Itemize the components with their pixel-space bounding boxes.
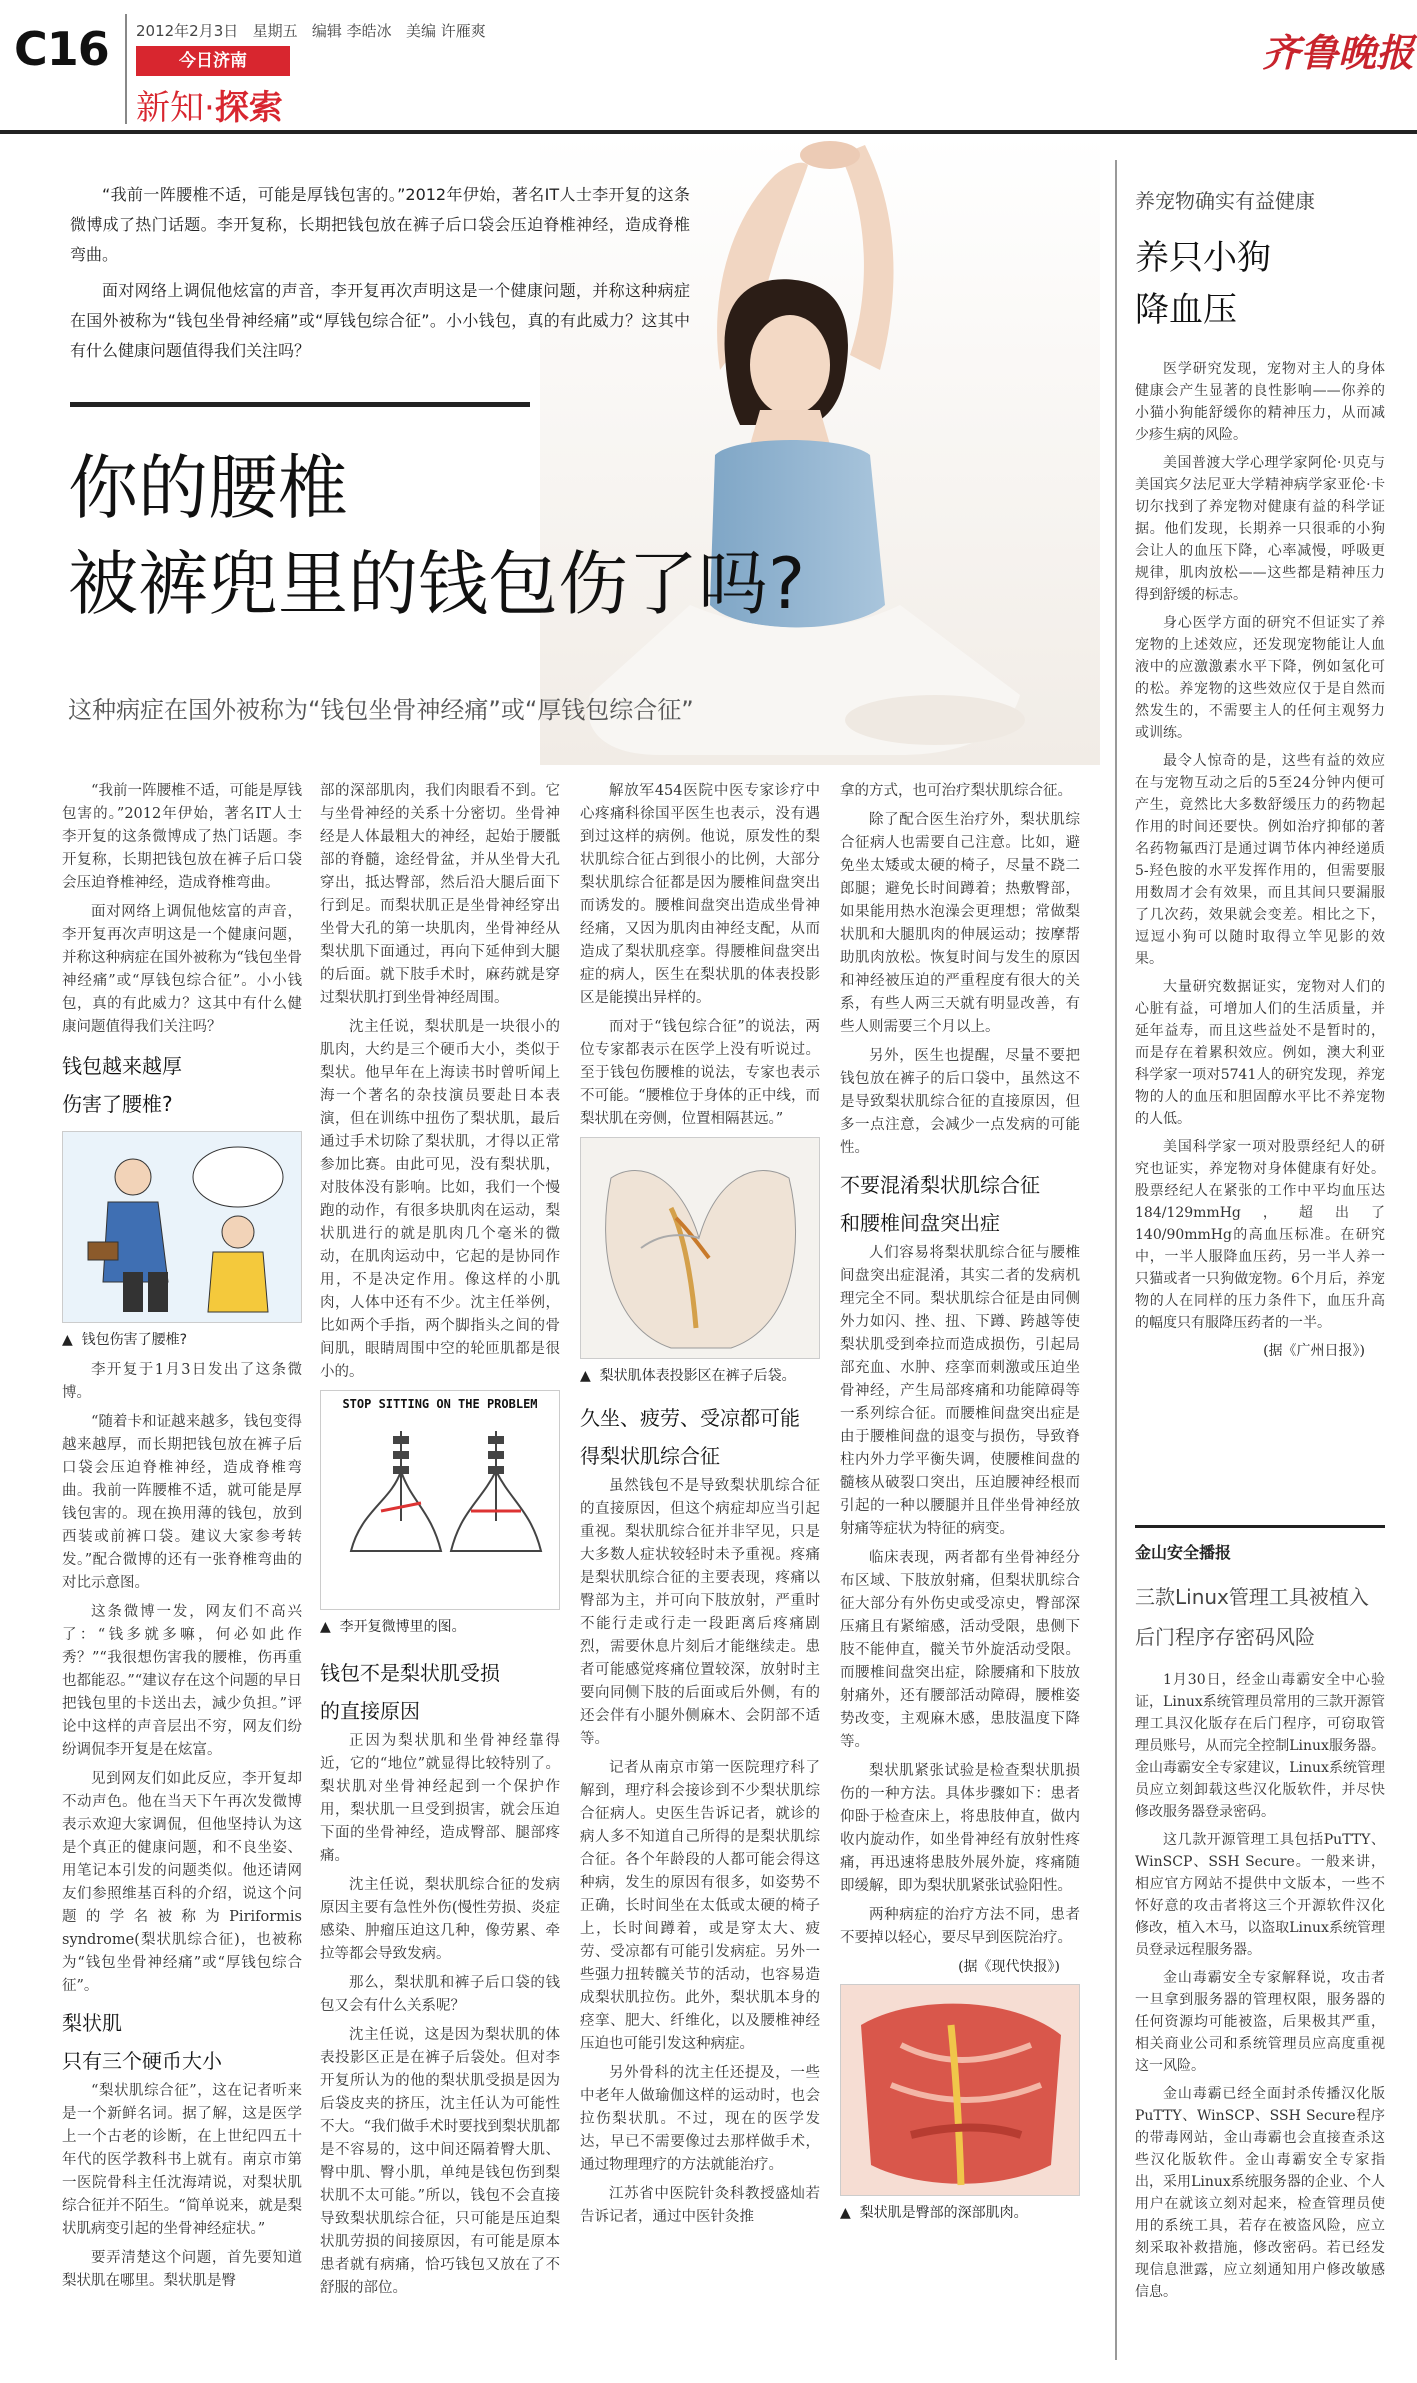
section-title-dot: ·	[204, 88, 215, 128]
article-paragraph: 除了配合医生治疗外，梨状肌综合征病人也需要自己注意。比如，避免坐太矮或太硬的椅子，尽量不跷二郎腿；避免长时间蹲着；热敷臀部，如果能用热水泡澡会更理想；常做梨状肌和大腿肌肉的伸展运动；按摩帮助肌肉放松。恢复时间与发生的原因和神经被压迫的严重程度有很大的关系，有些人两三天就有明显改善，有些人则需要三个月以上。	[840, 812, 1080, 1035]
article-paragraph: 虽然钱包不是导致梨状肌综合征的直接原因，但这个病症却应当引起重视。梨状肌综合征并非罕见，只是大多数人症状较轻时未予重视。疼痛是梨状肌综合征的主要表现，疼痛以臀部为主，并可向下肢放射，严重时不能行走或行走一段距离后疼痛剧烈，需要休息片刻后才能继续走。患者可能感觉疼痛位置较深，放射时主要向同侧下肢的后面或后外侧，有的还会伴有小腿外侧麻木、会阴部不适等。	[580, 1478, 820, 1747]
image-caption: ▲ 李开复微博里的图。	[320, 1619, 466, 1635]
article-paragraph: 而对于“钱包综合征”的说法，两位专家都表示在医学上没有听说过。至于钱包伤腰椎的说法，专家也表示不可能。“腰椎位于身体的正中线，而梨状肌在旁侧，位置相隔甚远。”	[580, 1019, 820, 1127]
section-title-a: 新知	[136, 88, 204, 128]
sidebar-kicker: 金山安全播报	[1135, 1543, 1232, 1562]
cartoon-image	[62, 1131, 302, 1323]
subheading	[320, 1654, 560, 1730]
pelvis-image	[580, 1137, 820, 1359]
muscle-image	[840, 1984, 1080, 2196]
sidebar-paragraph: 金山毒霸安全专家解释说，攻击者一旦拿到服务器的管理权限，服务器的任何资源均可能被盗，后果极其严重，相关商业公司和系统管理员应高度重视这一风险。	[1135, 1970, 1385, 2074]
sidebar-paragraph: 美国科学家一项对股票经纪人的研究也证实，养宠物对身体健康有好处。股票经纪人在紧张的工作中平均血压达184/129mmHg，超出了140/90mmHg的高血压标准。在研究中，一半人服降血压药，另一半人养一只猫或者一只狗做宠物。6个月后，养宠物的人在同样的压力条件下，血压升高的幅度只有服降压药者的一半。	[1135, 1139, 1385, 1331]
sidebar-paragraph: 这几款开源管理工具包括PuTTY、WinSCP、SSH Secure。一般来讲，相应官方网站不提供中文版本，一些不怀好意的攻击者将这三个开源软件汉化修改，植入木马，以盗取Linux系统管理员登录远程服务器。	[1135, 1832, 1385, 1958]
section-title	[136, 80, 283, 129]
subheading-line: 钱包越来越厚	[62, 1054, 182, 1078]
subheading-line: 久坐、疲劳、受凉都可能	[580, 1406, 800, 1430]
sidebar-paragraph: 大量研究数据证实，宠物对人们的心脏有益，可增加人们的生活质量，并延年益寿，而且这些益处不是暂时的，而是存在着累积效应。例如，澳大利亚科学家一项对5741人的研究发现，养宠物的人的血压和胆固醇水平比不养宠物的人低。	[1135, 979, 1385, 1127]
subheading-line: 伤害了腰椎?	[62, 1092, 173, 1116]
source-note: (据《广州日报》)	[1263, 1343, 1365, 1359]
sidebar-title-line: 降血压	[1135, 290, 1237, 330]
article-paragraph: 解放军454医院中医专家诊疗中心疼痛科徐国平医生也表示，没有遇到过这样的病例。他说，原发性的梨状肌综合征占到很小的比例，大部分梨状肌综合征都是因为腰椎间盘突出而诱发的。腰椎间盘突出造成坐骨神经痛，又因为肌肉由神经支配，从而造成了梨状肌痉挛。得腰椎间盘突出症的病人，医生在梨状肌的体表投影区是能摸出异样的。	[580, 783, 820, 1006]
subheading	[580, 1399, 820, 1475]
masthead-info	[136, 20, 486, 41]
subheading	[62, 2004, 302, 2080]
article-paragraph: 另外骨科的沈主任还提及，一些中老年人做瑜伽这样的运动时，也会拉伤梨状肌。不过，现在的医学发达，早已不需要像过去那样做手术，通过物理理疗的方法就能治疗。	[580, 2065, 820, 2173]
sidebar-title	[1135, 232, 1385, 336]
subheading-line: 的直接原因	[320, 1699, 420, 1723]
sketch-title: STOP SITTING ON THE PROBLEM	[342, 1397, 538, 1411]
designer-credit: 美编 许雁爽	[406, 22, 486, 40]
column-1	[62, 780, 302, 2299]
section-title-b: 探索	[214, 88, 283, 128]
subheading	[840, 1166, 1080, 1242]
caption-text: 钱包伤害了腰椎?	[81, 1332, 188, 1348]
column-2	[320, 780, 560, 2306]
section-tag: 今日济南	[136, 46, 290, 76]
article-paragraph: 拿的方式，也可治疗梨状肌综合征。	[840, 783, 1072, 799]
issue-weekday: 星期五	[252, 22, 298, 40]
lead-paragraph: 面对网络上调侃他炫富的声音，李开复再次声明这是一个健康问题，并称这种病症在国外被称为“钱包坐骨神经痛”或“厚钱包综合征”。小小钱包，真的有此威力？这其中有什么健康问题值得我们关注吗？	[70, 281, 690, 360]
editor-credit: 编辑 李皓冰	[311, 22, 392, 40]
article-paragraph: “随着卡和证越来越多，钱包变得越来越厚，而长期把钱包放在裤子后口袋会压迫脊椎神经，造成脊椎弯曲。我前一阵腰椎不适，就可能是厚钱包害的。现在换用薄的钱包，放到西装或前裤口袋。建议大家参考转发。”配合微博的还有一张脊椎弯曲的对比示意图。	[62, 1414, 302, 1591]
subheading	[62, 1047, 302, 1123]
paper-logo: 齐鲁晚报	[1262, 30, 1415, 75]
masthead-rule	[0, 130, 1417, 134]
lead-paragraph: “我前一阵腰椎不适，可能是厚钱包害的。”2012年伊始，著名IT人士李开复的这条微博成了热门话题。李开复称，长期把钱包放在裤子后口袋会压迫脊椎神经，造成脊椎弯曲。	[70, 185, 690, 264]
sidebar-divider	[1115, 160, 1117, 2360]
sidebar-pets	[1135, 185, 1385, 1360]
sidebar-security	[1135, 1540, 1385, 2309]
article-paragraph: 梨状肌紧张试验是检查梨状肌损伤的一种方法。具体步骤如下：患者仰卧于检查床上，将患肢伸直，做内收内旋动作，如坐骨神经有放射性疼痛，再迅速将患肢外展外旋，疼痛随即缓解，即为梨状肌紧张试验阳性。	[840, 1763, 1080, 1894]
subheading-line: 和腰椎间盘突出症	[840, 1211, 1000, 1235]
caption-text: 梨状肌体表投影区在裤子后袋。	[599, 1368, 796, 1384]
sidebar-paragraph: 金山毒霸已经全面封杀传播汉化版PuTTY、WinSCP、SSH Secure程序的带毒网站，金山毒霸也会直接查杀这些汉化版软件。金山毒霸安全专家指出，采用Linux系统服务器的企业、个人用户在就该立刻对起来，检查管理员使用的系统工具，若存在被盗风险，应立刻采取补救措施，修改密码。若已经发现信息泄露，应立刻通知用户修改敏感信息。	[1135, 2086, 1385, 2300]
sidebar-title: 三款Linux管理工具被植入后门程序存密码风险	[1135, 1585, 1369, 1649]
article-paragraph: 面对网络上调侃他炫富的声音，李开复再次声明这是一个健康问题，并称这种病症在国外被称为“钱包坐骨神经痛”或“厚钱包综合征”。小小钱包，真的有此威力？这其中有什么健康问题值得我们关注吗？	[62, 904, 302, 1035]
sidebar-paragraph: 最令人惊奇的是，这些有益的效应在与宠物互动之后的5至24分钟内便可产生，竟然比大多数舒缓压力的药物起作用的时间还要快。例如治疗抑郁的著名药物氟西汀是通过调节体内神经递质5-羟色胺的水平发挥作用的，但需要服用数周才会有效果，而且其间只要漏服了几次药，效果就会变差。相比之下，逗逗小狗可以随时取得立竿见影的效果。	[1135, 753, 1385, 967]
image-caption: ▲ 梨状肌体表投影区在裤子后袋。	[580, 1368, 796, 1384]
headline-line-2: 被裤兜里的钱包伤了吗?	[68, 543, 806, 625]
subheading-line: 得梨状肌综合征	[580, 1444, 720, 1468]
sketch-image	[320, 1390, 560, 1610]
image-caption: ▲ 梨状肌是臀部的深部肌肉。	[840, 2205, 1028, 2221]
column-4	[840, 780, 1080, 2222]
lead-rule	[70, 402, 530, 407]
article-paragraph: 江苏省中医院针灸科教授盛灿若告诉记者，通过中医针灸推	[580, 2186, 820, 2225]
sidebar-kicker: 养宠物确实有益健康	[1135, 189, 1315, 213]
masthead	[0, 0, 1417, 135]
image-caption: ▲ 钱包伤害了腰椎?	[62, 1332, 188, 1348]
article-paragraph: 见到网友们如此反应，李开复却不动声色。他在当天下午再次发微博表示欢迎大家调侃，但他坚持认为这是个真正的健康问题，和不良坐姿、用笔记本引发的问题类似。他还请网友们参照维基百科的介绍，说这个问题的学名被称为Piriformis syndrome(梨状肌综合征)，也被称为“钱包坐骨神经痛”或“厚钱包综合征”。	[62, 1771, 302, 1994]
article-paragraph: 那么，梨状肌和裤子后口袋的钱包又会有什么关系呢？	[320, 1975, 560, 2014]
article-paragraph: 沈主任说，梨状肌是一块很小的肌肉，大约是三个硬币大小，类似于梨状。他早年在上海读书时曾听闻上海一个著名的杂技演员要赴日本表演，但在训练中扭伤了梨状肌，最后通过手术切除了梨状肌，才得以正常参加比赛。由此可见，没有梨状肌，对肢体没有影响。比如，我们一个慢跑的动作，有很多块肌肉在运动，梨状肌进行的就是肌肉几个毫米的微动，在肌肉运动中，它起的是协同作用，不是决定作用。像这样的小肌肉，人体中还有不少。沈主任举例，比如两个手指，两个脚指头之间的骨间肌，眼睛周围中空的轮匝肌都是很小的。	[320, 1019, 560, 1380]
source-note: (据《现代快报》)	[958, 1959, 1060, 1975]
headline-subtitle: 这种病症在国外被称为“钱包坐骨神经痛”或“厚钱包综合征”	[68, 696, 694, 724]
subheading-line: 梨状肌	[62, 2011, 122, 2035]
sidebar-paragraph: 1月30日，经金山毒霸安全中心验证，Linux系统管理员常用的三款开源管理工具汉化版存在后门程序，可窃取管理员账号，从而完全控制Linux服务器。金山毒霸安全专家建议，Linux系统管理员应立刻卸载这些汉化版软件，并尽快修改服务器登录密码。	[1135, 1672, 1385, 1820]
article-paragraph: 人们容易将梨状肌综合征与腰椎间盘突出症混淆，其实二者的发病机理完全不同。梨状肌综合征是由同侧外力如闪、挫、扭、下蹲、跨越等使梨状肌受到牵拉而造成损伤，引起局部充血、水肿、痉挛而刺激或压迫坐骨神经，产生局部疼痛和功能障碍等一系列综合征。而腰椎间盘突出症是由于腰椎间盘的退变与损伤，导致脊柱内外力学平衡失调，使腰椎间盘的髓核从破裂口突出，压迫腰神经根而引起的一种以腰腿并且伴坐骨神经放射痛等症状为特征的病变。	[840, 1245, 1080, 1537]
subheading-line: 只有三个硬币大小	[62, 2049, 222, 2073]
article-paragraph: 正因为梨状肌和坐骨神经靠得近，它的“地位”就显得比较特别了。梨状肌对坐骨神经起到一个保护作用，梨状肌一旦受到损害，就会压迫下面的坐骨神经，造成臀部、腿部疼痛。	[320, 1733, 560, 1864]
article-paragraph: 这条微博一发，网友们不高兴了：“钱多就多嘛，何必如此作秀？”“我很想伤害我的腰椎，伤再重也都能忍。”“建议存在这个问题的早日把钱包里的卡送出去，減少负担。”评论中这样的声音层出不穷，网友们纷纷调侃李开复是在炫富。	[62, 1604, 302, 1758]
sidebar-paragraph: 身心医学方面的研究不但证实了养宠物的上述效应，还发现宠物能让人血液中的应激激素水平下降，例如氢化可的松。养宠物的这些效应仅于是自然而然发生的，不需要主人的任何主观努力或训练。	[1135, 615, 1385, 741]
caption-text: 梨状肌是臀部的深部肌肉。	[859, 2205, 1028, 2221]
article-paragraph: 沈主任说，这是因为梨状肌的体表投影区正是在裤子后袋处。但对李开复所认为的他的梨状肌受损是因为后袋皮夹的挤压，沈主任认为可能性不大。“我们做手术时要找到梨状肌都是不容易的，这中间还隔着臀大肌、臀中肌、臀小肌，单纯是钱包伤到梨状肌不太可能。”所以，钱包不会直接导致梨状肌综合征，只可能是压迫梨状肌劳损的间接原因，有可能是原本患者就有病痛，恰巧钱包又放在了不舒服的部位。	[320, 2027, 560, 2296]
page-number: C16	[14, 22, 109, 76]
sidebar-separator	[1135, 1525, 1385, 1528]
sidebar-paragraph: 医学研究发现，宠物对主人的身体健康会产生显著的良性影响——你养的小猫小狗能舒缓你的精神压力，从而减少疹生病的风险。	[1135, 361, 1385, 443]
article-paragraph: 两种病症的治疗方法不同，患者不要掉以轻心，要尽早到医院治疗。	[840, 1907, 1080, 1946]
subheading-line: 钱包不是梨状肌受损	[320, 1661, 500, 1685]
headline-line-1: 你的腰椎	[68, 447, 348, 529]
headline	[68, 440, 1028, 632]
masthead-divider	[125, 14, 127, 124]
sidebar-paragraph: 美国普渡大学心理学家阿伦·贝克与美国宾夕法尼亚大学精神病学家亚伦·卡切尔找到了养宠物对健康有益的科学证据。他们发现，长期养一只很乖的小狗会让人的血压下降，心率减慢，呼吸更规律，肌肉放松——这些都是精神压力得到舒缓的标志。	[1135, 455, 1385, 603]
lead-intro	[70, 180, 690, 372]
article-paragraph: 部的深部肌肉，我们肉眼看不到。它与坐骨神经的关系十分密切。坐骨神经是人体最粗大的神经，起始于腰骶部的脊髓，途经骨盆，并从坐骨大孔穿出，抵达臀部，然后沿大腿后面下行到足。而梨状肌正是坐骨神经穿出坐骨大孔的第一块肌肉，坐骨神经从梨状肌下面通过，再向下延伸到大腿的后面。就下肢手术时，麻药就是穿过梨状肌打到坐骨神经周围。	[320, 783, 560, 1006]
article-paragraph: 要弄清楚这个问题，首先要知道梨状肌在哪里。梨状肌是臀	[62, 2250, 302, 2289]
issue-date: 2012年2月3日	[136, 22, 239, 40]
column-3	[580, 780, 820, 2235]
article-paragraph: 记者从南京市第一医院理疗科了解到，理疗科会接诊到不少梨状肌综合征病人。史医生告诉记者，就诊的病人多不知道自己所得的是梨状肌综合征。各个年龄段的人都可能会得这种病，发生的原因有很多，如姿势不正确，长时间坐在太低或太硬的椅子上，长时间蹲着，或是穿太大、疲劳、受凉都有可能引发病症。另外一些强力扭转髋关节的活动，也容易造成梨状肌拉伤。此外，梨状肌本身的痉挛、肥大、纤维化，以及腰椎神经压迫也可能引发这种病症。	[580, 1760, 820, 2052]
sidebar-title-line: 养只小狗	[1135, 238, 1271, 278]
article-paragraph: 另外，医生也提醒，尽量不要把钱包放在裤子的后口袋中，虽然这不是导致梨状肌综合征的直接原因，但多一点注意，会减少一点发病的可能性。	[840, 1048, 1080, 1156]
subheading-line: 不要混淆梨状肌综合征	[840, 1173, 1040, 1197]
article-paragraph: 临床表现，两者都有坐骨神经分布区域、下肢放射痛，但梨状肌综合征大部分有外伤史或受凉史，臀部深压痛且有紧缩感，活动受限，患侧下肢不能伸直，髋关节外旋活动受限。而腰椎间盘突出症，除腰痛和下肢放射痛外，还有腰部活动障碍，腰椎姿势改变，主观麻木感，患肢温度下降等。	[840, 1550, 1080, 1750]
article-paragraph: 沈主任说，梨状肌综合征的发病原因主要有急性外伤(慢性劳损、炎症感染、肿瘤压迫这几种，像劳累、牵拉等都会导致发病。	[320, 1877, 560, 1962]
caption-text: 李开复微博里的图。	[339, 1619, 466, 1635]
article-paragraph: 李开复于1月3日发出了这条微博。	[62, 1362, 302, 1401]
article-paragraph: “梨状肌综合征”，这在记者听来是一个新鲜名词。据了解，这是医学上一个古老的诊断，在上世纪四五十年代的医学教科书上就有。南京市第一医院骨科主任沈海靖说，对梨状肌综合征并不陌生。“简单说来，就是梨状肌病变引起的坐骨神经症状。”	[62, 2083, 302, 2237]
article-paragraph: “我前一阵腰椎不适，可能是厚钱包害的。”2012年伊始，著名IT人士李开复的这条微博成了热门话题。李开复称，长期把钱包放在裤子后口袋会压迫脊椎神经，造成脊椎弯曲。	[62, 783, 302, 891]
